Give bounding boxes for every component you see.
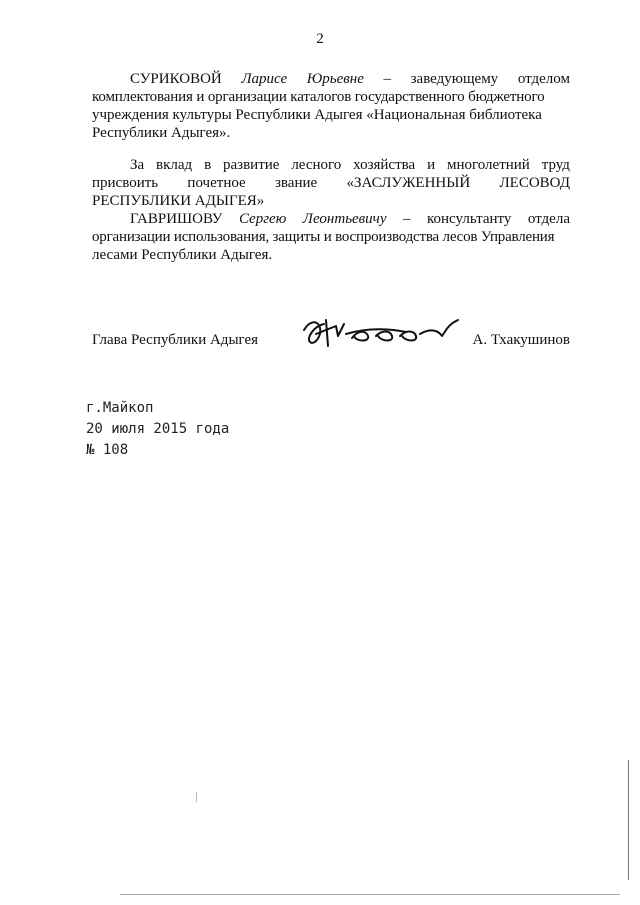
line-text: комплектования и организации каталогов государственного бюджетного: [92, 89, 545, 105]
word: Юрьевне: [306, 71, 364, 87]
word: СУРИКОВОЙ: [130, 71, 222, 87]
line-text: Республики Адыгея».: [92, 125, 231, 141]
scan-dot: [196, 792, 197, 802]
word: отдела: [527, 211, 570, 227]
word: Ларисе: [241, 71, 288, 87]
signatory-position: Глава Республики Адыгея: [92, 332, 259, 348]
issuance-city: г.Майкоп: [86, 400, 154, 416]
word: –: [383, 71, 391, 87]
word: ЛЕСОВОД: [499, 175, 570, 191]
word: присвоить: [92, 175, 159, 191]
paragraph-award: [92, 156, 570, 264]
word: –: [403, 211, 411, 227]
scan-edge-line: [120, 894, 620, 895]
word: в: [204, 157, 212, 173]
word: ГАВРИШОВУ: [130, 211, 223, 227]
word: отделом: [517, 71, 570, 87]
word: «ЗАСЛУЖЕННЫЙ: [346, 175, 471, 191]
word: хозяйства: [353, 157, 416, 173]
signature-block: [92, 332, 570, 356]
paragraph-surikova: [92, 70, 570, 142]
word: заведующему: [410, 71, 499, 87]
issuance-date: 20 июля 2015 года: [86, 421, 230, 437]
word: лесного: [291, 157, 342, 173]
word: и: [427, 157, 436, 173]
word: Сергею: [238, 211, 287, 227]
word: многолетний: [446, 157, 530, 173]
paragraph-line: [92, 246, 570, 264]
paragraph-line: [92, 106, 570, 124]
line-text: лесами Республики Адыгея.: [92, 247, 273, 263]
paragraph-line: [92, 70, 570, 88]
word: почетное: [187, 175, 246, 191]
handwritten-signature-icon: [296, 316, 466, 352]
word: За: [130, 157, 145, 173]
document-number: № 108: [86, 442, 129, 458]
scan-edge-line: [628, 760, 629, 880]
word: развитие: [223, 157, 280, 173]
paragraph-line: [92, 174, 570, 192]
page-number: 2: [316, 31, 324, 47]
signatory-name: А. Тхакушинов: [472, 332, 570, 348]
issuance-stamp: [86, 398, 229, 461]
word: труд: [541, 157, 570, 173]
paragraph-line: [92, 88, 570, 106]
line-text: РЕСПУБЛИКИ АДЫГЕЯ»: [92, 193, 265, 209]
line-text: учреждения культуры Республики Адыгея «Национальная библиотека: [92, 107, 542, 123]
word: вклад: [156, 157, 193, 173]
paragraph-line: [92, 192, 570, 210]
paragraph-line: [92, 228, 570, 246]
line-text: организации использования, защиты и воспроизводства лесов Управления: [92, 229, 555, 245]
paragraph-line: [92, 156, 570, 174]
word: Леонтьевичу: [302, 211, 387, 227]
word: звание: [274, 175, 318, 191]
word: консультанту: [427, 211, 512, 227]
paragraph-line: [92, 124, 570, 142]
paragraph-line: [92, 210, 570, 228]
